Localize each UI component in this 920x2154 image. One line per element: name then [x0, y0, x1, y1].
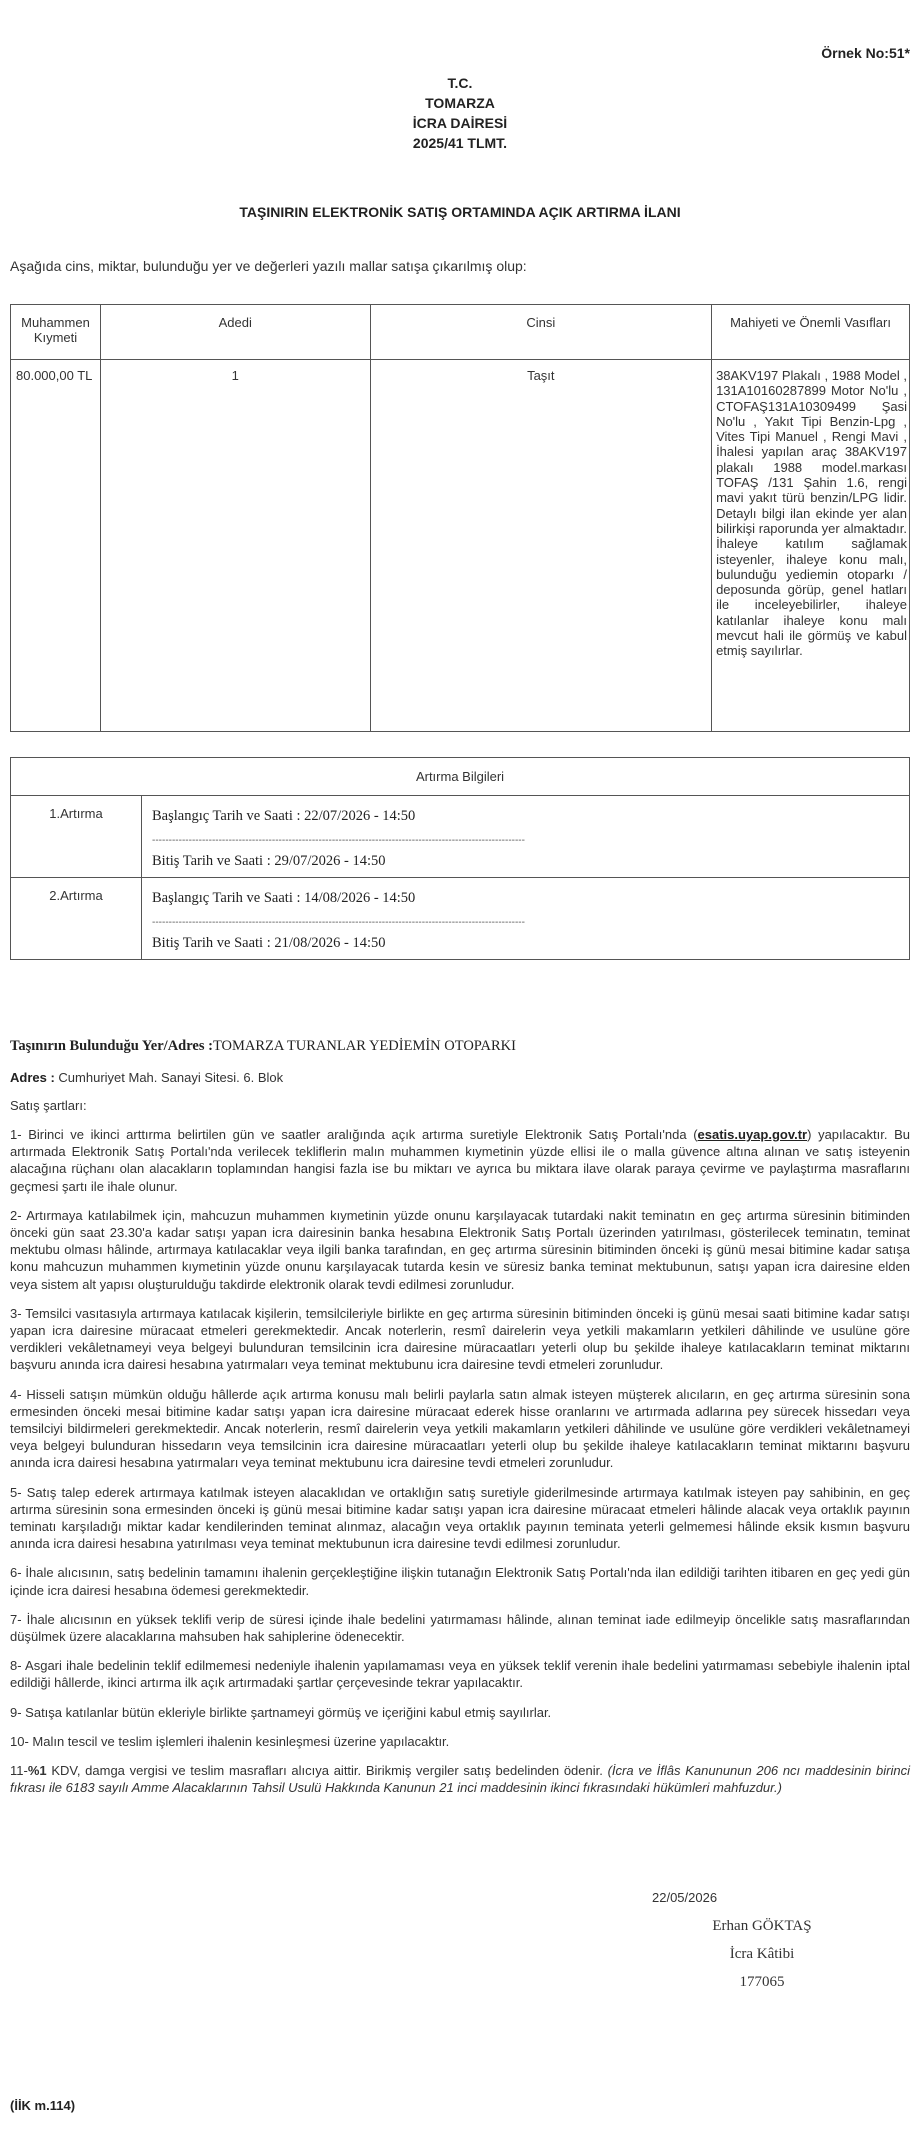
clause-4: 4- Hisseli satışın mümkün olduğu hâllerde açık artırma konusu malı belirli paylarla satın almak isteyen müşterek alıcıların, en geç artırma süresinin sona ermesinden önceki mesai bitimine kadar satışı yapan icra dairesine müracaat ederek hisse oranlarını ve artırmada adlarına pey sürecek hissedarı veya temsilciyi bildirmeleri gerekmektedir. Ancak noterlerin, resmî dairelerin veya yetkili makamların yetkileri dâhilinde ve usulüne göre verdikleri vekâletnameyi veya belgeyi bulunduran hissedarın veya temsilcinin icra dairesine müracaatları yeterli olup bu şekilde ihaleye katılacakların teminat miktarını başvuru anında icra dairesi hesabına yatırmaları veya teminat mektubunu icra dairesine tevdi etmeleri zorunludur. [10, 1386, 910, 1471]
col-estimated-value: Muhammen Kıymeti [11, 305, 101, 360]
clause-number: 11- [10, 1763, 28, 1779]
item-location [10, 1038, 516, 1055]
round-separator: ---------------------------------------------------------------------------------------------------------------- [152, 917, 525, 928]
auction-info-table [10, 757, 910, 960]
signature-date: 22/05/2026 [652, 1890, 718, 1905]
clause-text: ) yapılacaktır. Bu artırmada Elektronik Satış Portalı'nda verilecek tekliflerin malın muhammen kıymetinin yüzde ellisi ile o malla güvence altına alınan ve satış isteyenin alacağına rüçhanı olan alacakların toplamından hangisi fazla ise bu miktarı ve ayrıca bu miktara ilave olarak paraya çevirme ve paylaştırma masraflarını geçmesi şartı ile ihale olunur. [10, 1127, 910, 1194]
heading-office: İCRA DAİRESİ [412, 115, 508, 131]
heading-tc: T.C. [447, 75, 473, 91]
clause-11 [10, 1762, 910, 1796]
clause-9: 9- Satışa katılanlar bütün ekleriyle birlikte şartnameyi görmüş ve içeriğini kabul etmiş sayılırlar. [10, 1704, 552, 1720]
items-table [10, 304, 910, 732]
location-value: TOMARZA TURANLAR YEDİEMİN OTOPARKI [212, 1038, 516, 1054]
portal-link[interactable]: esatis.uyap.gov.tr [697, 1127, 808, 1142]
office-heading [0, 73, 920, 153]
round-end: Bitiş Tarih ve Saati : 29/07/2026 - 14:50 [152, 853, 386, 869]
round-dates [142, 878, 910, 960]
clause-legal-note: (İcra ve İflâs Kanununun 206 ncı maddesinin birinci fıkrası ile 6183 sayılı Amme Alacaklarının Tahsil Usulü Hakkında Kanunun 21 inci maddesinin ikinci fıkrasındaki hükümleri mahfuzdur.) [10, 1763, 910, 1796]
round-end: Bitiş Tarih ve Saati : 21/08/2026 - 14:50 [152, 935, 386, 951]
clause-6: 6- İhale alıcısının, satış bedelinin tamamını ihalenin gerçekleştiğine ilişkin tutanağın Elektronik Satış Portalı'nda ilan edildiği tarihten itibaren en geç yedi gün içinde icra dairesi hesabına ödemesi gerekmektedir. [10, 1565, 910, 1598]
vat-rate: %1 [27, 1763, 47, 1779]
cell-type: Taşıt [370, 360, 711, 732]
clause-1 [10, 1126, 910, 1195]
sample-number: Örnek No:51* [821, 45, 910, 61]
clause-7: 7- İhale alıcısının en yüksek teklifi verip de süresi içinde ihale bedelini yatırmaması hâlinde, alınan teminat iade edilmeyip öncelikle satış masraflarından düşülmek üzere alacaklarına mahsuben hak sahiplerine ödenecektir. [10, 1611, 910, 1645]
auction-round-row [11, 796, 910, 878]
clause-text: KDV, damga vergisi ve teslim masrafları alıcıya aittir. Birikmiş vergiler satış bedelinden ödenir. [46, 1763, 608, 1779]
auction-round-row [11, 878, 910, 960]
signatory-number: 177065 [739, 1974, 785, 1990]
col-count: Adedi [100, 305, 370, 360]
law-reference: (İİK m.114) [10, 2098, 76, 2113]
round-start: Başlangıç Tarih ve Saati : 22/07/2026 - 14:50 [152, 808, 416, 824]
clause-3: 3- Temsilci vasıtasıyla artırmaya katılacak kişilerin, temsilcileriyle birlikte en geç artırma süresinin bitiminden önceki iş günü mesai saati bitimine kadar satışı yapan icra dairesine müracaat etmeleri gerekmektedir. Ancak noterlerin, resmî dairelerin veya yetkili makamların yetkileri dâhilinde ve usulüne göre verdikleri vekâletnameyi veya belgeyi bulunduran temsilcinin icra dairesine müracaatları yeterli olup bu şekilde ihaleye katılacakların teminat miktarını başvuru anında icra dairesi hesabına yatırmaları veya teminat mektubunu icra dairesine tevdi etmeleri zorunludur. [10, 1305, 910, 1373]
signatory-name: Erhan GÖKTAŞ [712, 1918, 812, 1934]
round-label: 1.Artırma [11, 796, 142, 878]
sale-conditions [10, 1126, 910, 1809]
col-type: Cinsi [370, 305, 711, 360]
announcement-title: TAŞINIRIN ELEKTRONİK SATIŞ ORTAMINDA AÇIK ARTIRMA İLANI [239, 204, 681, 220]
address-label: Adres : [10, 1070, 55, 1085]
heading-file-no: 2025/41 TLMT. [412, 135, 508, 151]
clause-2: 2- Artırmaya katılabilmek için, mahcuzun muhammen kıymetinin yüzde onunu karşılayacak tutardaki nakit teminatın en geç artırma süresinin bitiminden önceki gün saat 23.30'a kadar satışı yapan icra dairesinin banka hesabına Elektronik Satış Portalı üzerinden yatırılması, gösterilecek teminatın, teminat mektubu olması hâlinde, artırmaya katılacaklar veya ilgili banka tarafından, en geç artırma süresinin bitiminden önceki iş günü mesai bitimine kadar satışa konu mahcuzun muhammen kıymetinin yüzde onunu karşılayacak tutarda kesin ve süresiz banka teminat mektubunun, satışı yapan icra dairesine elden veya sistem alt yapısı oluşturulduğu takdirde elektronik olarak tevdi edilmesi zorunludur. [10, 1207, 910, 1292]
clause-text: 1- Birinci ve ikinci arttırma belirtilen gün ve saatler aralığında açık artırma suretiyle Elektronik Satış Portalı'nda ( [10, 1127, 698, 1142]
cell-value: 80.000,00 TL [11, 360, 101, 732]
location-label: Taşınırın Bulunduğu Yer/Adres : [10, 1038, 213, 1054]
address-value: Cumhuriyet Mah. Sanayi Sitesi. 6. Blok [54, 1070, 284, 1085]
round-separator: ---------------------------------------------------------------------------------------------------------------- [152, 835, 525, 846]
col-description: Mahiyeti ve Önemli Vasıfları [712, 305, 910, 360]
table-row [11, 360, 910, 732]
auction-info-title: Artırma Bilgileri [11, 758, 910, 796]
round-dates [142, 796, 910, 878]
conditions-title: Satış şartları: [10, 1098, 87, 1113]
items-header-row [11, 305, 910, 360]
heading-city: TOMARZA [425, 95, 495, 111]
clause-10: 10- Malın tescil ve teslim işlemleri ihalenin kesinleşmesi üzerine yapılacaktır. [10, 1733, 450, 1749]
clause-5: 5- Satış talep ederek artırmaya katılmak isteyen alacaklıdan ve ortaklığın satış suretiyle giderilmesinde artırmaya katılmak isteyen pay sahibinin, en geç artırma süresinin sona ermesinden önceki iş günü mesai bitimine kadar satışı yapan icra dairesine müracaat etmeleri hâlinde alacak veya ortaklık payının teminatı karşıladığı miktar kadar kendilerinden teminat alınmaz, alacağın veya ortaklık payının teminata yeterli gelmemesi hâlinde eksik kısmın başvuru anında icra dairesi hesabına yatırılması veya teminat mektubunun icra dairesine tevdi edilmesi zorunludur. [10, 1484, 910, 1552]
cell-description: 38AKV197 Plakalı , 1988 Model , 131A10160287899 Motor No'lu , CTOFAŞ131A10309499 Şasi No'lu , Yakıt Tipi Benzin-Lpg , Vites Tipi Manuel , Rengi Mavi , İhalesi yapılan araç 38AKV197 plakalı 1988 model.markası TOFAŞ /131 Şahin 1.6, rengi mavi yakıt türü benzin/LPG lidir. Detaylı bilgi ilan ekinde yer alan bilirkişi raporunda yer almaktadır. İhaleye katılım sağlamak isteyenler, ihaleye konu malı, bulunduğu yediemin otoparkı / deposunda görüp, genel hatları ile inceleyebilirler, ihaleye katılanlar ihaleye konu malı mevcut hali ile görmüş ve kabul etmiş sayılırlar. [712, 360, 910, 732]
intro-text: Aşağıda cins, miktar, bulunduğu yer ve değerleri yazılı mallar satışa çıkarılmış olup: [10, 258, 527, 274]
clause-8: 8- Asgari ihale bedelinin teklif edilmemesi nedeniyle ihalenin yapılamaması veya en yüksek teklif verenin ihale bedelini yatırmaması sebebiyle ihalenin iptal edildiği hâllerde, ikinci artırma ilk açık artırmadaki şartlar çerçevesinde tekrar yapılacaktır. [10, 1658, 910, 1691]
signatory-role: İcra Kâtibi [729, 1946, 795, 1962]
cell-count: 1 [100, 360, 370, 732]
round-label: 2.Artırma [11, 878, 142, 960]
auction-header-row [11, 758, 910, 796]
round-start: Başlangıç Tarih ve Saati : 14/08/2026 - 14:50 [152, 890, 416, 906]
item-address [10, 1070, 283, 1085]
